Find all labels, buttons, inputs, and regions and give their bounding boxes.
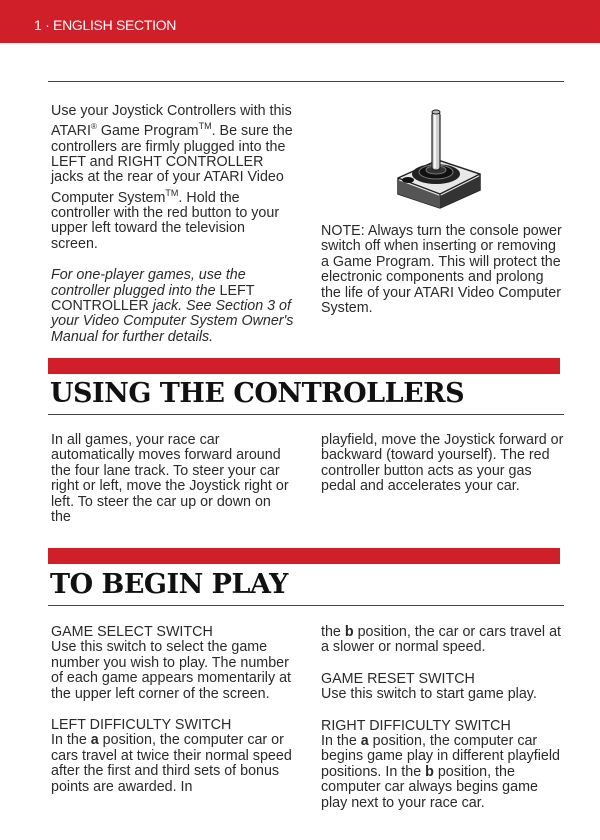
controllers-text-2: playfield, move the Joystick forward or backward (toward yourself). The red controller button acts as your gas pedal and accelerates your car. xyxy=(321,432,564,495)
game-reset-text: Use this switch to start game play. xyxy=(321,686,537,703)
b-position-text-2: position, the car or cars travel at a slower or normal speed. xyxy=(321,624,561,656)
intro-paragraph xyxy=(51,104,294,252)
intro-text-4: jacks at the rear of your ATARI Video Computer System xyxy=(51,169,284,206)
controllers-text-1: In all games, your race car automatically moves forward around the four lane track. To steer your car right or left, move the Joystick right or left. To steer the car up or down on the xyxy=(51,432,289,526)
divider-begin-play xyxy=(48,605,564,606)
right-difficulty-heading: RIGHT DIFFICULTY SWITCH xyxy=(321,717,511,734)
one-player-paragraph xyxy=(51,268,294,345)
game-select-heading: GAME SELECT SWITCH xyxy=(51,624,213,640)
section-title-begin-play: TO BEGIN PLAY xyxy=(50,569,288,600)
intro-text-3: . Be sure the controllers are firmly plugged into the xyxy=(51,123,293,155)
left-label: LEFT xyxy=(51,153,86,170)
joystick-illustration xyxy=(388,100,488,212)
right-difficulty-text-2: position, the computer car begins game play in different playfield positions. In the xyxy=(321,733,560,780)
left-controller-label: LEFT CONTROLLER xyxy=(51,282,255,314)
b-position-text xyxy=(321,625,566,656)
position-a-label: a xyxy=(90,732,99,749)
divider-top xyxy=(48,81,564,82)
position-b-label: b xyxy=(344,624,354,640)
note-label: NOTE: xyxy=(321,223,365,239)
left-difficulty-text xyxy=(51,733,296,795)
begin-play-right-column xyxy=(321,625,566,811)
right-difficulty-text xyxy=(321,734,566,811)
left-difficulty-heading: LEFT DIFFICULTY SWITCH xyxy=(51,717,232,734)
right-difficulty-text-3: position, the computer car always begins game play next to your race car. xyxy=(321,763,538,811)
section-header: 1 · ENGLISH SECTION xyxy=(34,17,177,33)
header-band xyxy=(0,0,600,43)
registered-mark: ® xyxy=(90,122,97,132)
section-bar-controllers xyxy=(48,358,560,374)
one-player-text-1: For one-player games, use the controller plugged into the xyxy=(51,267,246,299)
intro-text-5: . Hold the controller with the red button to your upper left toward the television screen. xyxy=(51,189,280,252)
b-position-text-1: the xyxy=(321,624,345,640)
trademark-mark: TM xyxy=(198,121,212,132)
controllers-left-column xyxy=(51,433,294,525)
intro-text-and: and xyxy=(85,153,118,170)
section-title-controllers: USING THE CONTROLLERS xyxy=(50,378,465,409)
position-b-label: b xyxy=(425,763,434,780)
right-difficulty-text-1: In the xyxy=(321,733,361,750)
note-block xyxy=(321,224,564,316)
left-difficulty-text-2: position, the computer car or cars travel at twice their normal speed after the first and third sets of bonus points are awarded. In xyxy=(51,732,292,795)
game-reset-heading: GAME RESET SWITCH xyxy=(321,670,475,687)
game-select-text: Use this switch to select the game number you wish to play. The number of each game appears momentarily at the upper left corner of the screen. xyxy=(51,639,291,702)
note-paragraph xyxy=(321,224,564,316)
intro-text-1: Use your Joystick Controllers with this ATARI xyxy=(51,103,292,140)
trademark-mark: TM xyxy=(165,187,179,198)
intro-left-column xyxy=(51,104,294,345)
left-difficulty-text-1: In the xyxy=(51,732,91,749)
note-text: Always turn the console power switch off when inserting or removing a Game Program. This will protect the electronic components and prolong the life of your ATARI Video Computer System. xyxy=(321,223,562,317)
position-a-label: a xyxy=(360,733,369,750)
controllers-right-column xyxy=(321,433,564,495)
section-bar-begin-play xyxy=(48,548,560,564)
begin-play-left-column xyxy=(51,625,296,795)
right-controller-label: RIGHT CONTROLLER xyxy=(117,153,264,170)
intro-text-2: Game Program xyxy=(96,123,199,140)
one-player-text-2: jack. See Section 3 of your Video Computer System Owner's Manual for further details. xyxy=(51,298,294,345)
divider-controllers xyxy=(48,414,564,415)
